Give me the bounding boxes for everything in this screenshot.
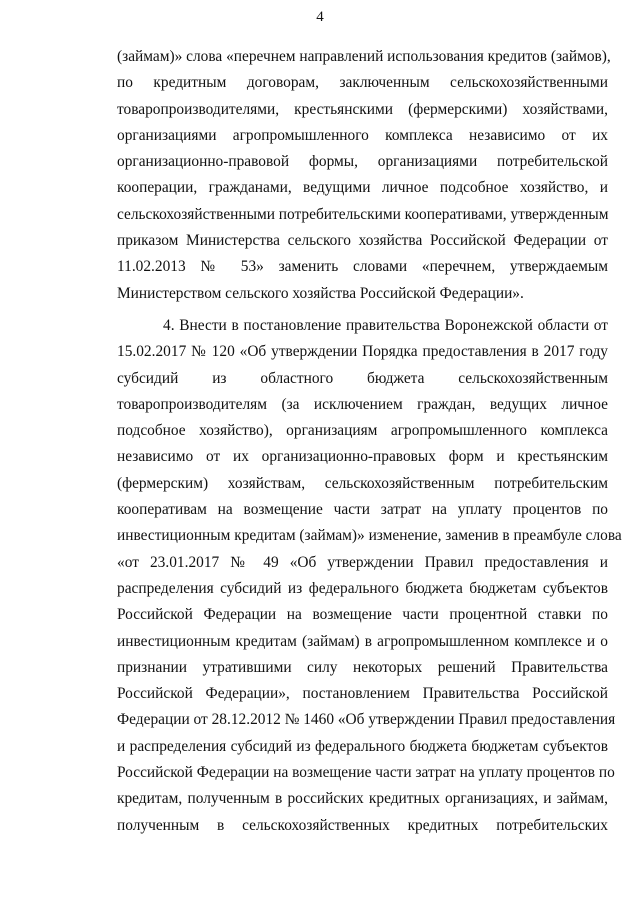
text-line: распределения субсидий из федерального бюджета бюджетам субъектов: [117, 579, 608, 597]
text-line: по кредитным договорам, заключенным сельскохозяйственными: [117, 74, 608, 92]
text-line: «от 23.01.2017 № 49 «Об утверждении Правил предоставления и: [117, 553, 608, 571]
text-line: организационно-правовой формы, организациями потребительской: [117, 153, 608, 171]
text-line: полученным в сельскохозяйственных кредитных потребительских: [117, 816, 608, 834]
text-line: и распределения субсидий из федерального бюджета бюджетам субъектов: [117, 737, 608, 755]
text-line: кооперативам на возмещение части затрат на уплату процентов по: [117, 501, 608, 519]
paragraph-continuation: [117, 44, 611, 307]
text-line: Российской Федерации на возмещение части процентной ставки по: [117, 606, 608, 624]
text-line: кооперации, гражданами, ведущими личное подсобное хозяйство, и: [117, 179, 608, 197]
text-line: Федерации от 28.12.2012 № 1460 «Об утверждении Правил предоставления: [117, 711, 616, 729]
text-line: 11.02.2013 № 53» заменить словами «перечнем, утверждаемым: [117, 258, 608, 276]
text-line: 15.02.2017 № 120 «Об утверждении Порядка предоставления в 2017 году: [117, 343, 608, 361]
text-line: Министерством сельского хозяйства Российской Федерации».: [117, 284, 524, 302]
text-line: 4. Внести в постановление правительства Воронежской области от: [163, 316, 608, 334]
text-line: Российской Федерации на возмещение части затрат на уплату процентов по: [117, 764, 615, 782]
text-line: (фермерским) хозяйствам, сельскохозяйственным потребительским: [117, 474, 608, 492]
page-number: 4: [316, 9, 324, 25]
text-line: товаропроизводителям (за исключением граждан, ведущих личное: [117, 395, 608, 413]
text-line: инвестиционным кредитам (займам) в агропромышленном комплексе и о: [117, 632, 608, 650]
text-line: субсидий из областного бюджета сельскохозяйственным: [117, 369, 608, 387]
text-line: инвестиционным кредитам (займам)» изменение, заменив в преамбуле слова: [117, 527, 622, 545]
text-line: подсобное хозяйство), организациям агропромышленного комплекса: [117, 422, 608, 440]
text-line: кредитам, полученным в российских кредитных организациях, и займам,: [117, 790, 608, 808]
paragraph-item-4: [117, 313, 622, 839]
text-line: товаропроизводителями, крестьянскими (фермерскими) хозяйствами,: [117, 100, 608, 118]
text-line: приказом Министерства сельского хозяйства Российской Федерации от: [117, 232, 608, 250]
text-line: Российской Федерации», постановлением Правительства Российской: [117, 685, 608, 703]
text-line: (займам)» слова «перечнем направлений использования кредитов (займов),: [117, 48, 611, 65]
text-line: сельскохозяйственными потребительскими кооперативами, утвержденным: [117, 205, 609, 223]
text-line: признании утратившими силу некоторых решений Правительства: [117, 658, 608, 676]
text-line: независимо от их организационно-правовых форм и крестьянским: [117, 448, 608, 466]
document-body: [117, 44, 622, 839]
text-line: организациями агропромышленного комплекса независимо от их: [117, 126, 608, 144]
